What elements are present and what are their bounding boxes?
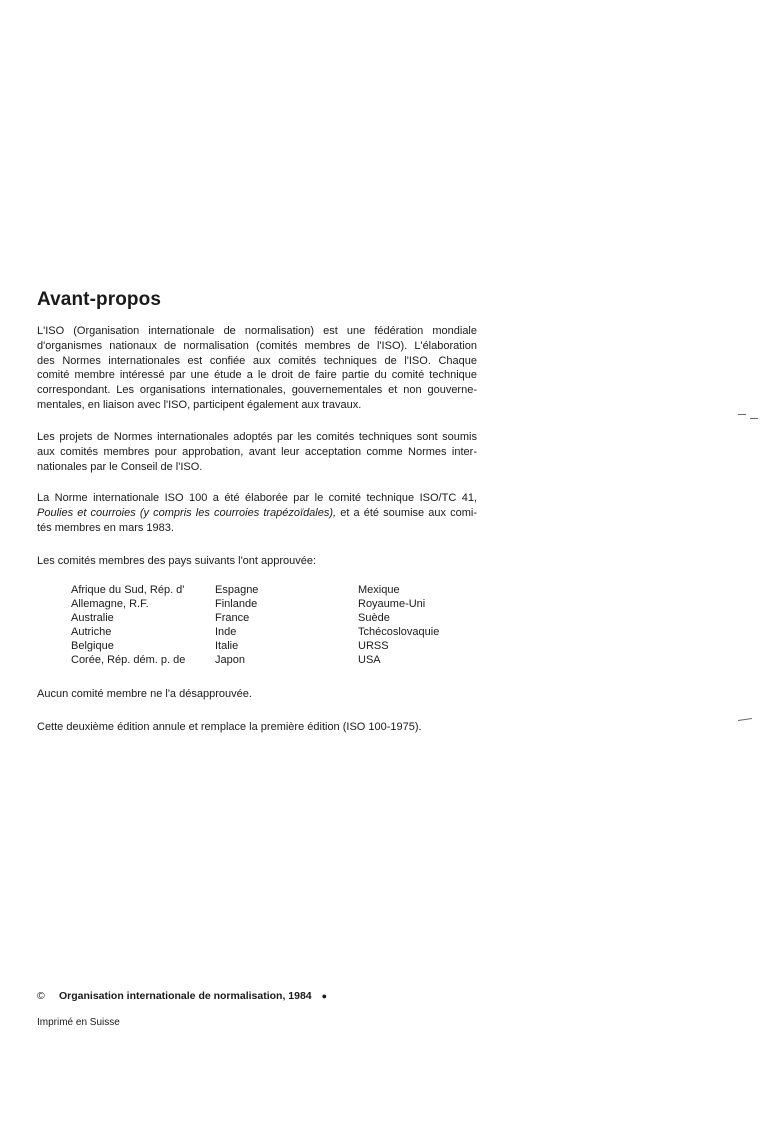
country-item: Finlande [215, 598, 258, 610]
country-item: Australie [71, 612, 114, 624]
text-line: mentales, en liaison avec l'ISO, participent également aux travaux. [37, 398, 362, 411]
paragraph-no-disapproval [37, 687, 477, 702]
country-column [71, 583, 185, 667]
country-item: Autriche [71, 626, 112, 638]
text-line: aux comités membres pour approbation, avant leur acceptation comme Normes inter- [37, 445, 477, 458]
country-column [215, 583, 258, 667]
country-item: Japon [215, 654, 245, 666]
copyright-text: Organisation internationale de normalisation, 1984 [59, 990, 312, 1002]
country-item: Espagne [215, 584, 259, 596]
paragraph-iso-intro [37, 324, 477, 413]
text-line: tés membres en mars 1983. [37, 521, 174, 534]
country-item: Afrique du Sud, Rép. d' [71, 584, 185, 596]
copyright-notice [37, 990, 327, 1002]
text-line: nationales par le Conseil de l'ISO. [37, 460, 203, 473]
text-line [37, 506, 477, 521]
copyright-icon: © [37, 990, 45, 1002]
scan-mark [738, 718, 752, 721]
country-item: Royaume-Uni [358, 598, 426, 610]
scan-mark [750, 418, 758, 419]
bullet-icon: ● [321, 991, 328, 1001]
country-item: Tchécoslovaquie [358, 626, 440, 638]
paragraph-standard-origin [37, 491, 477, 535]
text-line: La Norme internationale ISO 100 a été élaborée par le comité technique ISO/TC 41, [37, 492, 477, 504]
text-line: des Normes internationales est confiée aux comités techniques de l'ISO. Chaque [37, 354, 477, 367]
text-line: d'organismes nationaux de normalisation (comités membres de l'ISO). L'élaboration [37, 339, 477, 352]
text-fragment: et a été soumise aux comi- [336, 506, 477, 519]
text-line: Les comités membres des pays suivants l'ont approuvée: [37, 555, 317, 567]
text-line: comité membre intéressé par une étude a le droit de faire partie du comité technique [37, 369, 477, 382]
text-line: Cette deuxième édition annule et remplace la première édition (ISO 100-1975). [37, 721, 422, 733]
country-item: USA [358, 654, 381, 666]
text-line: Aucun comité membre ne l'a désapprouvée. [37, 688, 252, 700]
scan-mark [738, 414, 746, 415]
country-item: Italie [215, 640, 239, 652]
country-column [358, 583, 439, 667]
text-line: correspondant. Les organisations internationales, gouvernementales et non gouverne- [37, 384, 477, 397]
page-title: Avant-propos [37, 289, 161, 310]
country-item: Suède [358, 612, 390, 624]
text-line: L'ISO (Organisation internationale de normalisation) est une fédération mondiale [37, 325, 477, 337]
country-item: Allemagne, R.F. [71, 598, 149, 610]
text-line: Les projets de Normes internationales adoptés par les comités techniques sont soumis [37, 431, 477, 443]
printed-location: Imprimé en Suisse [37, 1017, 120, 1028]
paragraph-approval-intro [37, 554, 477, 569]
committee-title: Poulies et courroies (y compris les courroies trapézoïdales), [37, 506, 337, 519]
country-item: Belgique [71, 640, 114, 652]
paragraph-edition-note [37, 720, 477, 735]
paragraph-draft-standards [37, 430, 477, 474]
country-item: URSS [358, 640, 389, 652]
country-item: France [215, 612, 250, 624]
country-item: Mexique [358, 584, 400, 596]
country-item: Inde [215, 626, 237, 638]
country-item: Corée, Rép. dém. p. de [71, 654, 186, 666]
